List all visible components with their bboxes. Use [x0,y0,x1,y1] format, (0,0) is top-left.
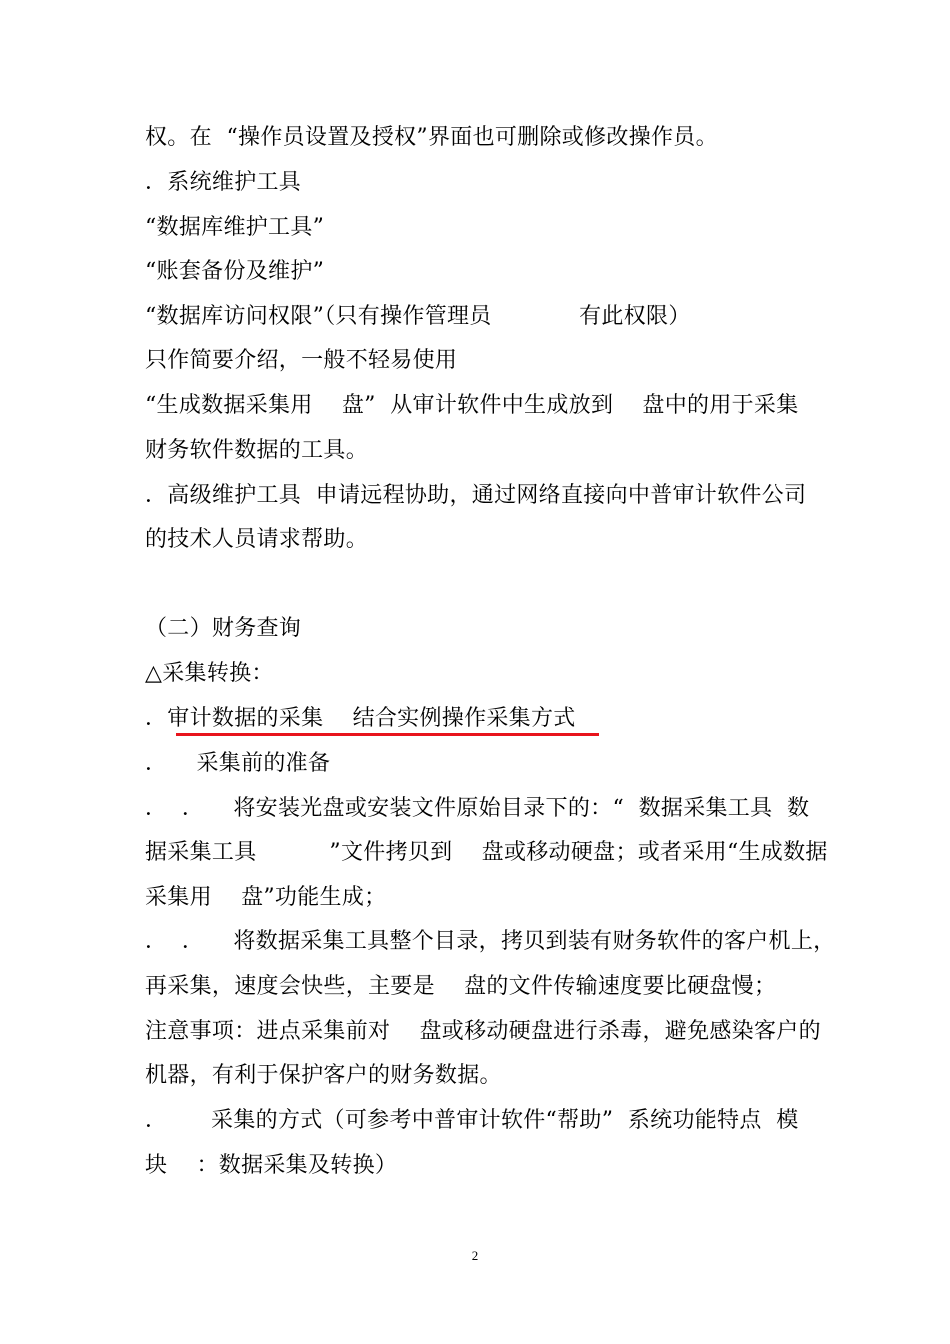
highlighted-line: ．审计数据的采集 结合实例操作采集方式 [145,706,576,731]
text-line: 的技术人员请求帮助。 [145,527,369,552]
text-line: ． ． 将安装光盘或安装文件原始目录下的：“ 数据采集工具 数 [145,796,810,821]
text-line: ．高级维护工具 申请远程协助，通过网络直接向中普审计软件公司 [145,483,807,508]
text-line: 块 ：数据采集及转换） [145,1153,398,1178]
text-line: ．系统维护工具 [145,170,302,195]
text-line: 财务软件数据的工具。 [145,438,369,463]
text-line: “数据库访问权限”（只有操作管理员 有此权限） [145,304,691,329]
text-line: △采集转换： [145,661,274,686]
text-line: 再采集，速度会快些，主要是 盘的文件传输速度要比硬盘慢； [145,974,777,999]
text-line: ． 采集的方式（可参考中普审计软件“帮助” 系统功能特点 模 [145,1108,799,1133]
text-line: 机器，有利于保护客户的财务数据。 [145,1063,502,1088]
text-line: 只作简要介绍，一般不轻易使用 [145,348,458,373]
red-underline-mark [176,733,599,736]
text-line: “生成数据采集用 盘” 从审计软件中生成放到 盘中的用于采集 [145,393,799,418]
text-line: ． 采集前的准备 [145,751,331,776]
text-line: “数据库维护工具” [145,215,325,240]
text-line: 据采集工具 ”文件拷贝到 盘或移动硬盘；或者采用“生成数据 [145,840,828,865]
text-line: “账套备份及维护” [145,259,325,284]
text-line: ． ． 将数据采集工具整个目录，拷贝到装有财务软件的客户机上， [145,929,836,954]
page-number: 2 [471,1248,479,1263]
text-line: 权。在 “操作员设置及授权”界面也可删除或修改操作员。 [145,125,718,150]
text-line: 采集用 盘”功能生成； [145,885,387,910]
section-heading: （二）财务查询 [145,616,302,641]
text-line: 注意事项：进点采集前对 盘或移动硬盘进行杀毒，避免感染客户的 [145,1019,821,1044]
